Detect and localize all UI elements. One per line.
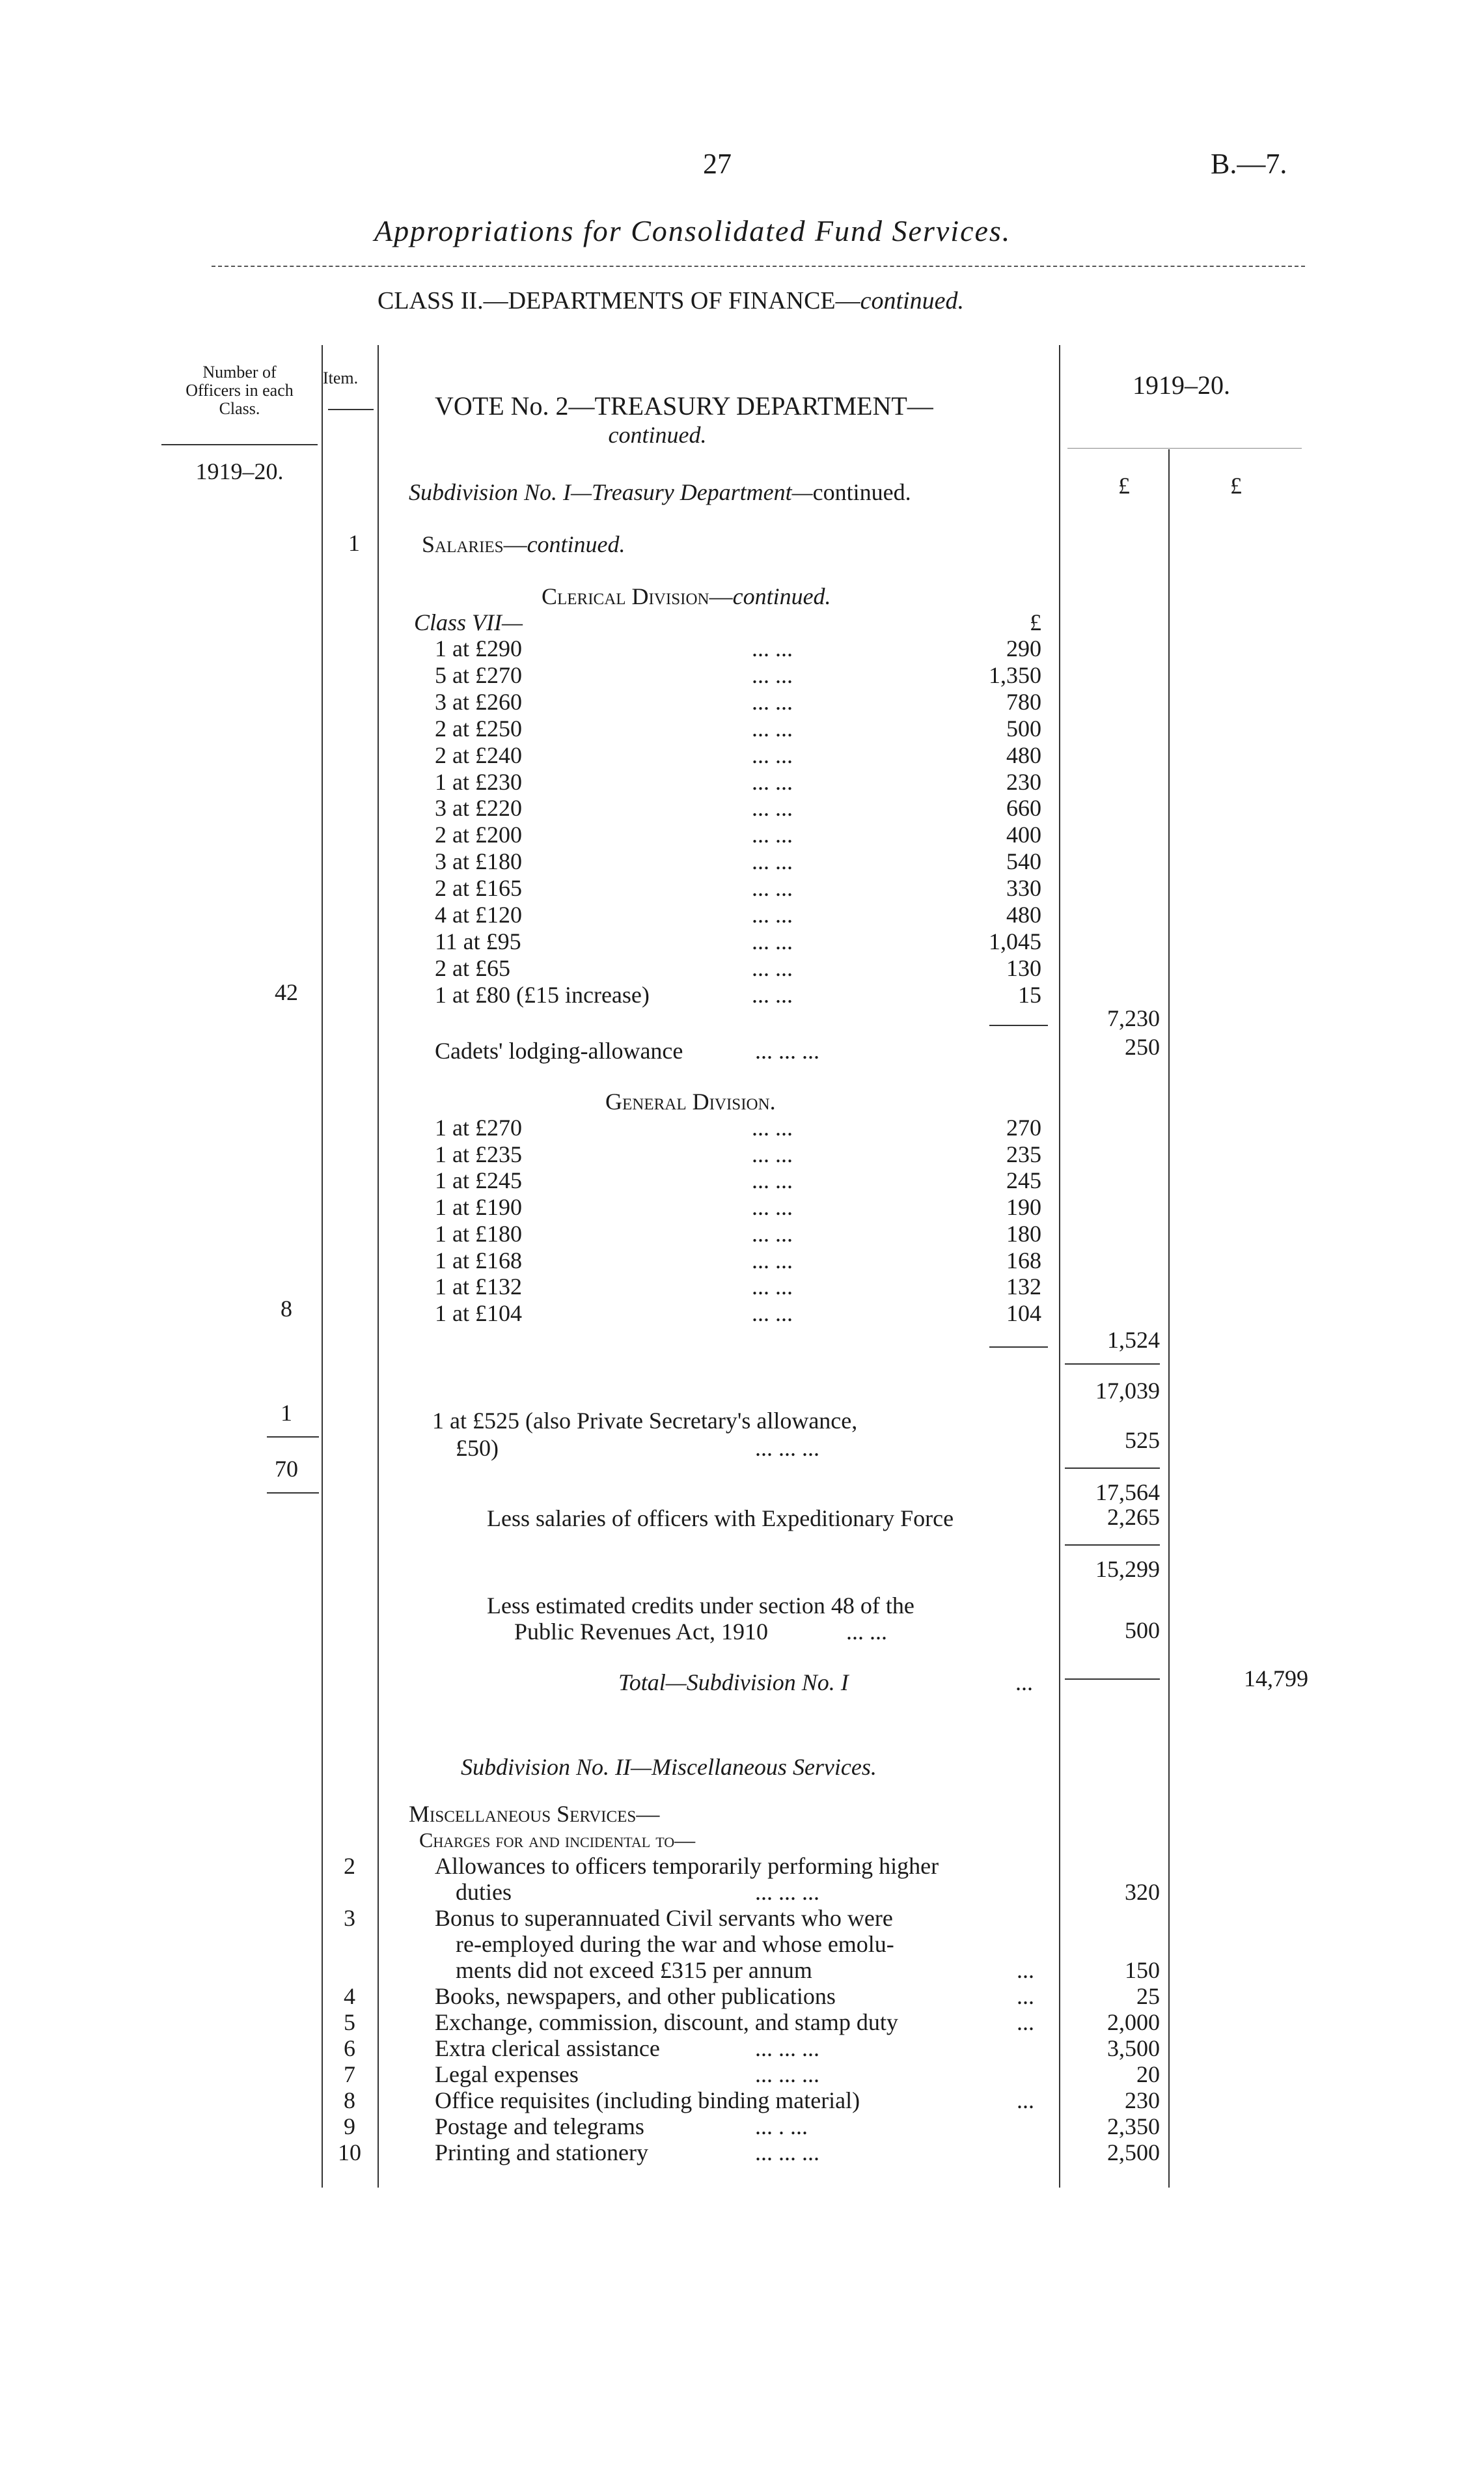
item-number: 1 — [348, 530, 360, 556]
salary-row-dots: ... ... — [752, 902, 793, 928]
salary-row-amount: 780 — [1006, 689, 1041, 715]
vote-title: VOTE No. 2—TREASURY DEPARTMENT— — [435, 391, 933, 421]
salary-row-amount: 270 — [1006, 1115, 1041, 1141]
misc-item-number: 5 — [344, 2009, 355, 2035]
general-total-rule — [989, 1346, 1048, 1348]
salary-row-dots: ... ... — [752, 848, 793, 874]
misc-item-dots: ... ... ... — [755, 2061, 819, 2087]
officers-header-line: Number of — [202, 363, 277, 382]
column-divider-amount-middle — [1168, 449, 1170, 2188]
general-division-heading: General Division. — [605, 1089, 776, 1115]
total-subdivision-1-label: Total—Subdivision No. I — [618, 1669, 849, 1695]
cadets-label: Cadets' lodging-allowance — [435, 1038, 683, 1064]
pound-sign-left: £ — [1118, 473, 1130, 499]
salary-row-label: 2 at £250 — [435, 716, 522, 742]
misc-item-number: 10 — [338, 2139, 361, 2165]
subtotal-2: 17,564 — [1095, 1479, 1160, 1505]
officers-header-line: Class. — [219, 399, 260, 418]
salary-row-amount: 15 — [1018, 982, 1041, 1008]
misc-item-amount: 25 — [1136, 1983, 1160, 2009]
salary-row-dots: ... ... — [752, 822, 793, 848]
salary-row-dots: ... ... — [752, 689, 793, 715]
salary-row-amount: 290 — [1006, 635, 1041, 661]
salary-row-label: 2 at £165 — [435, 875, 522, 901]
salary-row-amount: 180 — [1006, 1221, 1041, 1247]
misc-item-amount: 2,500 — [1107, 2139, 1160, 2165]
misc-services-heading: Miscellaneous Services— — [409, 1801, 660, 1827]
salary-row-amount: 230 — [1006, 769, 1041, 795]
salary-row-dots: ... ... — [752, 928, 793, 954]
salary-row-dots: ... ... — [752, 1141, 793, 1167]
salary-row-dots: ... ... — [752, 982, 793, 1008]
officers-year: 1919–20. — [195, 458, 284, 484]
salary-row-label: 1 at £230 — [435, 769, 522, 795]
subdivision-1-heading-text: Subdivision No. I—Treasury Department— — [409, 479, 813, 505]
misc-item-dots: ... ... ... — [755, 2139, 819, 2165]
class-title — [378, 288, 964, 314]
salary-row-dots: ... ... — [752, 1115, 793, 1141]
salary-row-label: 5 at £270 — [435, 662, 522, 688]
year-column-header: 1919–20. — [1133, 370, 1230, 400]
header-rule — [212, 266, 1305, 267]
salary-row-label: 1 at £270 — [435, 1115, 522, 1141]
pound-sign-right: £ — [1230, 473, 1242, 499]
officers-header-line: Officers in each — [186, 381, 294, 400]
salary-row-label: 1 at £180 — [435, 1221, 522, 1247]
salary-row-amount: 104 — [1006, 1300, 1041, 1326]
misc-item-number: 8 — [344, 2087, 355, 2113]
document-reference: B.—7. — [1211, 148, 1287, 180]
salary-row-dots: ... ... — [752, 1167, 793, 1193]
general-total: 1,524 — [1107, 1327, 1160, 1353]
misc-item-amount: 2,000 — [1107, 2009, 1160, 2035]
salary-row-label: 1 at £290 — [435, 635, 522, 661]
misc-item-text: Extra clerical assistance — [435, 2035, 660, 2061]
salary-row-label: 1 at £245 — [435, 1167, 522, 1193]
salary-row-label: 3 at £180 — [435, 848, 522, 874]
subtotal-1: 17,039 — [1095, 1378, 1160, 1404]
column-divider-item-left — [322, 345, 323, 2188]
misc-item-amount: 2,350 — [1107, 2113, 1160, 2139]
salaries-label: Salaries— — [422, 531, 527, 557]
misc-item-amount: 150 — [1125, 1957, 1160, 1983]
misc-item-text: Books, newspapers, and other publications — [435, 1983, 836, 2009]
subdivision-2-heading: Subdivision No. II—Miscellaneous Services. — [461, 1754, 877, 1780]
salary-row-amount: 245 — [1006, 1167, 1041, 1193]
salary-row-amount: 400 — [1006, 822, 1041, 848]
salary-row-label: 3 at £260 — [435, 689, 522, 715]
officers-header-rule — [161, 444, 318, 445]
salary-row-label: 1 at £104 — [435, 1300, 522, 1326]
subdivision-1-heading-continued: continued. — [812, 479, 911, 505]
private-secretary-line-1: 1 at £525 (also Private Secretary's allowance, — [432, 1408, 858, 1434]
misc-item-dots: ... . ... — [755, 2113, 808, 2139]
salary-row-dots: ... ... — [752, 769, 793, 795]
less-credits-line-2: Public Revenues Act, 1910 — [514, 1619, 768, 1645]
item-column-header: Item. — [323, 369, 359, 387]
misc-item-number: 9 — [344, 2113, 355, 2139]
salary-row-label: 1 at £132 — [435, 1273, 522, 1300]
misc-item-number: 3 — [344, 1905, 355, 1931]
item-header-rule — [328, 409, 374, 410]
misc-item-text: Allowances to officers temporarily performing higher — [435, 1853, 939, 1879]
misc-item-number: 7 — [344, 2061, 355, 2087]
less-expeditionary-label: Less salaries of officers with Expeditionary Force — [487, 1505, 954, 1531]
column-divider-item-right — [378, 345, 379, 2188]
misc-item-text: Postage and telegrams — [435, 2113, 644, 2139]
officers-total: 70 — [275, 1456, 298, 1482]
pound-sign-inner: £ — [1030, 609, 1041, 635]
salary-row-label: 1 at £80 (£15 increase) — [435, 982, 650, 1008]
salary-row-amount: 1,045 — [989, 928, 1041, 954]
misc-item-amount: 20 — [1136, 2061, 1160, 2087]
salary-row-dots: ... ... — [752, 875, 793, 901]
subtotal-3: 15,299 — [1095, 1556, 1160, 1582]
salary-row-dots: ... ... — [752, 1194, 793, 1220]
salary-row-amount: 480 — [1006, 902, 1041, 928]
salary-row-label: 1 at £168 — [435, 1247, 522, 1273]
salary-row-amount: 500 — [1006, 716, 1041, 742]
class-title-continued: continued. — [860, 287, 964, 314]
salary-row-dots: ... ... — [752, 716, 793, 742]
misc-item-text: re-employed during the war and whose emolu- — [456, 1931, 894, 1957]
total-subdivision-1-rule — [1065, 1678, 1160, 1680]
misc-item-dots: ... ... ... — [755, 1879, 819, 1905]
charges-heading: Charges for and incidental to— — [419, 1828, 696, 1852]
salary-row-dots: ... ... — [752, 1247, 793, 1273]
misc-item-text: Bonus to superannuated Civil servants who were — [435, 1905, 893, 1931]
officers-count-8: 8 — [281, 1296, 292, 1322]
less-expeditionary-amount: 2,265 — [1107, 1504, 1160, 1530]
misc-item-text: Office requisites (including binding material) — [435, 2087, 860, 2113]
salary-row-dots: ... ... — [752, 1300, 793, 1326]
clerical-total: 7,230 — [1107, 1005, 1160, 1031]
vote-title-continued: continued. — [608, 422, 707, 448]
misc-item-text: Exchange, commission, discount, and stamp duty — [435, 2009, 898, 2035]
clerical-division-heading — [542, 583, 831, 609]
page-title: Appropriations for Consolidated Fund Services. — [374, 214, 1011, 247]
salary-row-amount: 190 — [1006, 1194, 1041, 1220]
salary-row-label: 2 at £65 — [435, 955, 510, 981]
class-vii-heading: Class VII— — [414, 609, 523, 635]
subtotal-3-rule — [1065, 1544, 1160, 1546]
less-credits-amount: 500 — [1125, 1617, 1160, 1643]
misc-item-dots: ... — [1017, 2087, 1034, 2113]
misc-item-number: 4 — [344, 1983, 355, 2009]
salary-row-amount: 1,350 — [989, 662, 1041, 688]
officers-count-42: 42 — [275, 979, 298, 1005]
salary-row-dots: ... ... — [752, 955, 793, 981]
misc-item-number: 2 — [344, 1853, 355, 1879]
subdivision-1-heading — [409, 479, 911, 505]
cadets-amount: 250 — [1125, 1034, 1160, 1060]
salary-row-label: 2 at £240 — [435, 742, 522, 768]
salary-row-dots: ... ... — [752, 742, 793, 768]
misc-item-number: 6 — [344, 2035, 355, 2061]
private-secretary-dots: ... ... ... — [755, 1435, 819, 1461]
subtotal-2-rule — [1065, 1468, 1160, 1469]
salary-row-amount: 480 — [1006, 742, 1041, 768]
salary-row-dots: ... ... — [752, 795, 793, 821]
salary-row-label: 2 at £200 — [435, 822, 522, 848]
misc-item-text: Printing and stationery — [435, 2139, 648, 2165]
misc-item-dots: ... — [1017, 1957, 1034, 1983]
total-subdivision-1-dots: ... — [1015, 1669, 1033, 1695]
salary-row-label: 1 at £190 — [435, 1194, 522, 1220]
less-credits-dots: ... ... — [846, 1619, 887, 1645]
private-secretary-line-2: £50) — [456, 1435, 499, 1461]
officers-total-rule — [267, 1436, 319, 1438]
class-title-main: CLASS II.—DEPARTMENTS OF FINANCE— — [378, 287, 860, 314]
misc-item-dots: ... — [1017, 1983, 1034, 2009]
officers-column-header — [161, 363, 318, 418]
year-header-rule — [1067, 448, 1302, 449]
misc-item-amount: 3,500 — [1107, 2035, 1160, 2061]
officers-count-1: 1 — [281, 1400, 292, 1426]
clerical-total-rule — [989, 1025, 1048, 1026]
misc-item-amount: 320 — [1125, 1879, 1160, 1905]
cadets-dots: ... ... ... — [755, 1038, 819, 1064]
misc-item-dots: ... ... ... — [755, 2035, 819, 2061]
salary-row-dots: ... ... — [752, 1273, 793, 1300]
misc-item-text: ments did not exceed £315 per annum — [456, 1957, 812, 1983]
salary-row-label: 11 at £95 — [435, 928, 521, 954]
salary-row-label: 3 at £220 — [435, 795, 522, 821]
salary-row-label: 4 at £120 — [435, 902, 522, 928]
salary-row-amount: 132 — [1006, 1273, 1041, 1300]
subtotal-1-rule — [1065, 1363, 1160, 1365]
misc-item-dots: ... — [1017, 2009, 1034, 2035]
salary-row-amount: 168 — [1006, 1247, 1041, 1273]
clerical-continued: continued. — [732, 583, 831, 609]
salary-row-dots: ... ... — [752, 662, 793, 688]
salary-row-amount: 660 — [1006, 795, 1041, 821]
misc-item-text: duties — [456, 1879, 512, 1905]
total-subdivision-1-amount: 14,799 — [1244, 1665, 1308, 1691]
page-number: 27 — [703, 148, 732, 180]
column-divider-amount-left — [1059, 345, 1060, 2188]
clerical-label: Clerical Division— — [542, 583, 733, 609]
salary-row-dots: ... ... — [752, 1221, 793, 1247]
salary-row-label: 1 at £235 — [435, 1141, 522, 1167]
less-credits-line-1: Less estimated credits under section 48 of the — [487, 1593, 914, 1619]
salary-row-amount: 540 — [1006, 848, 1041, 874]
misc-item-text: Legal expenses — [435, 2061, 579, 2087]
officers-total-rule-bottom — [267, 1492, 319, 1494]
salary-row-amount: 235 — [1006, 1141, 1041, 1167]
salary-row-amount: 330 — [1006, 875, 1041, 901]
salaries-continued: continued. — [527, 531, 625, 557]
private-secretary-amount: 525 — [1125, 1427, 1160, 1453]
misc-item-amount: 230 — [1125, 2087, 1160, 2113]
salary-row-dots: ... ... — [752, 635, 793, 661]
salary-row-amount: 130 — [1006, 955, 1041, 981]
salaries-heading — [422, 531, 625, 557]
